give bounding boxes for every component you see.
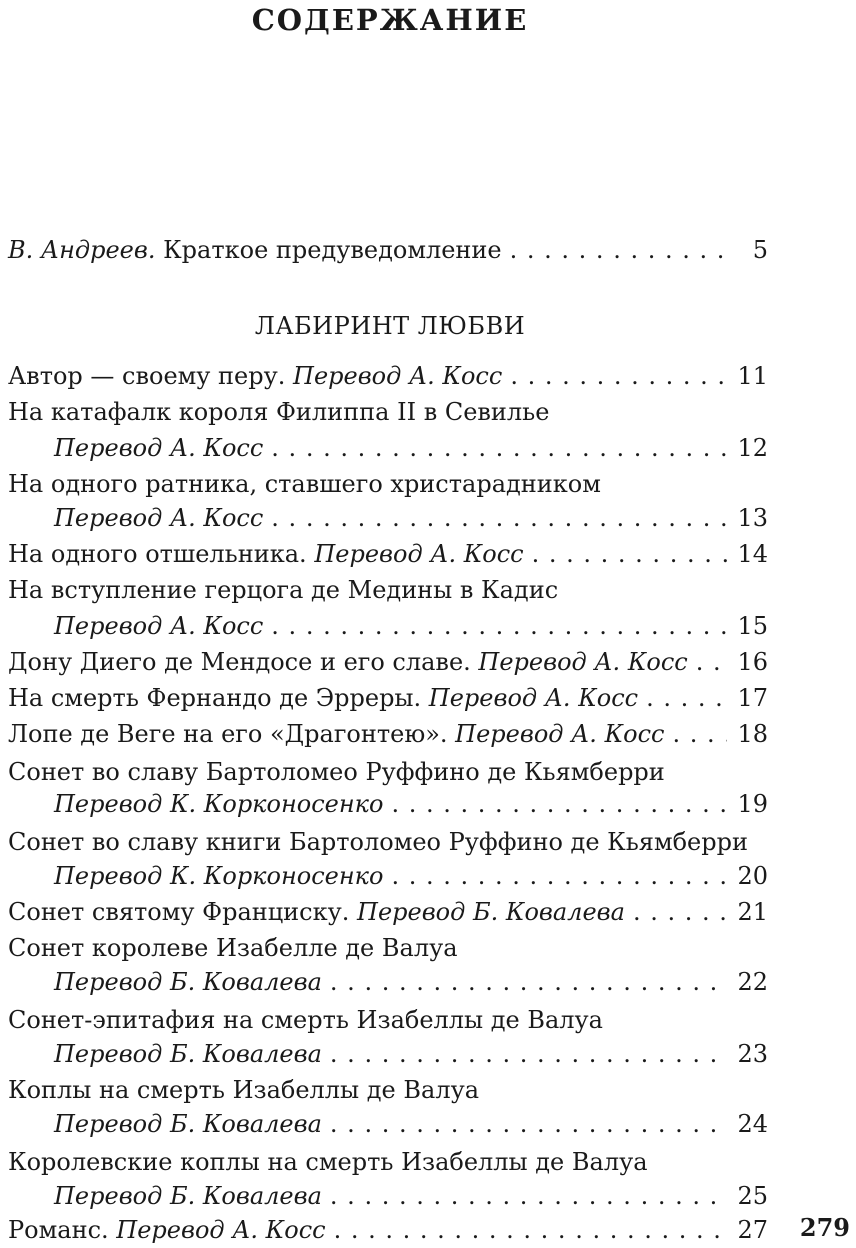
dot-leader [330,964,728,1000]
toc-translator: Перевод А. Косс [428,684,639,712]
dot-leader [510,232,730,268]
toc-translator: Перевод А. Косс [455,720,665,748]
toc-entry [8,680,768,716]
dot-leader [391,858,727,894]
toc-entry [8,1212,768,1248]
page-title: СОДЕРЖАНИЕ [251,3,529,37]
toc-page-number: 22 [737,968,768,996]
toc-page-number: 12 [737,434,768,462]
toc-page-number: 23 [737,1040,768,1068]
dot-leader [271,608,727,644]
toc-entry-title-line [8,572,768,608]
toc-entry-translator-line [8,430,768,466]
toc-author: В. Андреев. [8,236,156,264]
toc-entry-intro [8,232,768,268]
toc-title: На смерть Фернандо де Эрреры. [8,684,422,712]
toc-translator: Перевод А. Косс [54,612,264,640]
toc-page-number: 11 [737,362,768,390]
dot-leader [672,716,727,752]
toc-entry [8,894,768,930]
dot-leader [510,358,727,394]
dot-leader [646,680,727,716]
toc-title: На вступление герцога де Медины в Кадис [8,576,559,604]
toc-entry-title-line [8,394,768,430]
toc-entry-title-line [8,824,768,860]
toc-page-number: 21 [737,898,768,926]
toc-entry-translator-line [8,858,768,894]
toc-title: На одного отшельника. [8,540,307,568]
toc-entry-translator-line [8,964,768,1000]
toc-page-number: 14 [737,540,768,568]
toc-entry [8,644,768,680]
toc-translator: Перевод Б. Ковалева [54,1182,322,1210]
dot-leader [271,500,727,536]
toc-title: Сонет во славу Бартоломео Руффино де Кьямберри [8,758,665,786]
page-folio: 279 [799,1213,850,1242]
section-title: ЛАБИРИНТ ЛЮБВИ [254,312,526,340]
toc-page-number: 16 [737,648,768,676]
toc-entry-title-line [8,1072,768,1108]
toc-title: Сонет святому Франциску. [8,898,350,926]
toc-entry-translator-line [8,1036,768,1072]
toc-translator: Перевод К. Корконосенко [54,790,384,818]
toc-page-number: 13 [737,504,768,532]
toc-entry-text [8,232,502,268]
toc-page-number: 15 [737,612,768,640]
dot-leader [633,894,728,930]
toc-translator: Перевод А. Косс [314,540,524,568]
toc-translator: Перевод А. Косс [116,1216,326,1244]
toc-page-number: 27 [737,1216,768,1244]
dot-leader [330,1036,728,1072]
toc-title: Автор — своему перу. [8,362,286,390]
toc-title: На одного ратника, ставшего христарадником [8,470,601,498]
toc-translator: Перевод Б. Ковалева [54,1110,322,1138]
dot-leader [271,430,727,466]
toc-page-number: 5 [752,236,768,264]
toc-entry-translator-line [8,1106,768,1142]
dot-leader [330,1106,728,1142]
toc-entry [8,716,768,752]
toc-entry-translator-line [8,608,768,644]
toc-entry-title-line [8,466,768,502]
toc-entry-title-line [8,754,768,790]
dot-leader [334,1212,728,1248]
toc-page-number: 25 [737,1182,768,1210]
dot-leader [330,1178,728,1214]
toc-title: Дону Диего де Мендосе и его славе. [8,648,471,676]
toc-entry-title-line [8,1002,768,1038]
toc-title: Коплы на смерть Изабеллы де Валуа [8,1076,480,1104]
toc-title: Сонет-эпитафия на смерть Изабеллы де Валуа [8,1006,603,1034]
toc-translator: Перевод Б. Ковалева [54,1040,322,1068]
toc-title: Романс. [8,1216,109,1244]
toc-translator: Перевод Б. Ковалева [54,968,322,996]
toc-title: Сонет королеве Изабелле де Валуа [8,934,458,962]
toc-translator: Перевод А. Косс [54,434,264,462]
dot-leader [696,644,728,680]
toc-entry [8,358,768,394]
toc-page-number: 19 [737,790,768,818]
toc-entry-title-line [8,1144,768,1180]
dot-leader [532,536,728,572]
toc-translator: Перевод Б. Ковалева [357,898,625,926]
toc-title: Королевские коплы на смерть Изабеллы де Валуа [8,1148,648,1176]
toc-page-number: 24 [737,1110,768,1138]
toc-title: Лопе де Веге на его «Драгонтею». [8,720,448,748]
toc-translator: Перевод А. Косс [54,504,264,532]
toc-page-number: 20 [737,862,768,890]
toc-translator: Перевод А. Косс [293,362,503,390]
toc-title: На катафалк короля Филиппа II в Севилье [8,398,550,426]
toc-translator: Перевод К. Корконосенко [54,862,384,890]
toc-entry-title-line [8,930,768,966]
toc-translator: Перевод А. Косс [478,648,688,676]
toc-title: Сонет во славу книги Бартоломео Руффино де Кьямберри [8,828,748,856]
toc-entry [8,536,768,572]
toc-page-number: 18 [737,720,768,748]
dot-leader [391,786,727,822]
toc-entry-translator-line [8,1178,768,1214]
toc-title: Краткое предуведомление [163,236,502,264]
toc-entry-translator-line [8,500,768,536]
toc-page-number: 17 [737,684,768,712]
toc-entry-translator-line [8,786,768,822]
